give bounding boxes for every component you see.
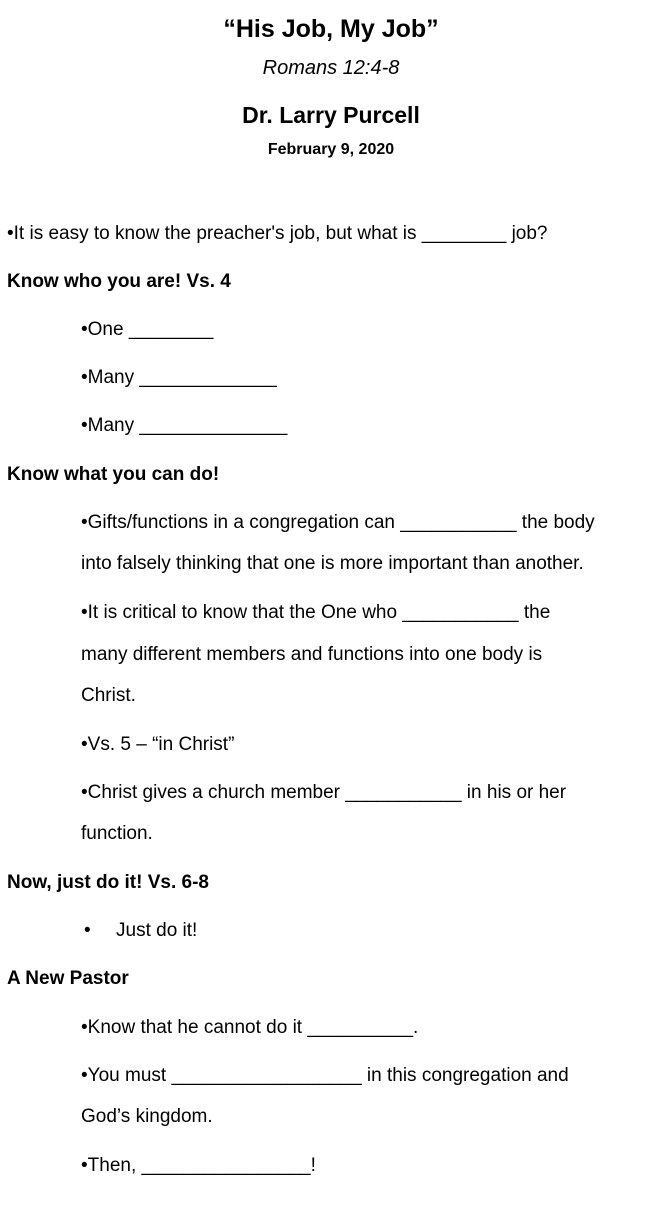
intro-line: •It is easy to know the preacher's job, but what is ________ job?	[7, 223, 548, 244]
list-item-continuation: function.	[81, 823, 153, 844]
sermon-title: “His Job, My Job”	[223, 15, 439, 43]
section-heading-know-what: Know what you can do!	[7, 464, 220, 485]
list-item: •Then, ________________!	[81, 1155, 316, 1176]
section-heading-know-who: Know who you are! Vs. 4	[7, 271, 231, 292]
sermon-date: February 9, 2020	[267, 141, 395, 158]
list-item-continuation: God’s kingdom.	[81, 1106, 213, 1127]
list-item: •Gifts/functions in a congregation can ___________ the body	[81, 512, 595, 533]
list-item: •Vs. 5 – “in Christ”	[81, 734, 235, 755]
list-item-continuation: many different members and functions into one body is	[81, 644, 543, 665]
list-item	[84, 917, 197, 945]
list-item: •Know that he cannot do it __________.	[81, 1017, 419, 1038]
list-item-continuation: into falsely thinking that one is more important than another.	[81, 553, 584, 574]
bullet-icon: •	[84, 920, 91, 941]
scripture-reference: Romans 12:4-8	[262, 57, 400, 79]
list-item-continuation: Christ.	[81, 685, 136, 706]
section-heading-new-pastor: A New Pastor	[7, 968, 129, 989]
speaker-name: Dr. Larry Purcell	[242, 102, 420, 128]
list-item-label: Just do it!	[116, 920, 198, 941]
list-item: •It is critical to know that the One who ___________ the	[81, 602, 551, 623]
section-heading-just-do-it: Now, just do it! Vs. 6-8	[7, 872, 209, 893]
list-item: •Many _____________	[81, 367, 277, 388]
list-item: •Christ gives a church member ___________ in his or her	[81, 782, 567, 803]
list-item: •You must __________________ in this congregation and	[81, 1065, 569, 1086]
list-item: •Many ______________	[81, 415, 288, 436]
list-item: •One ________	[81, 319, 214, 340]
